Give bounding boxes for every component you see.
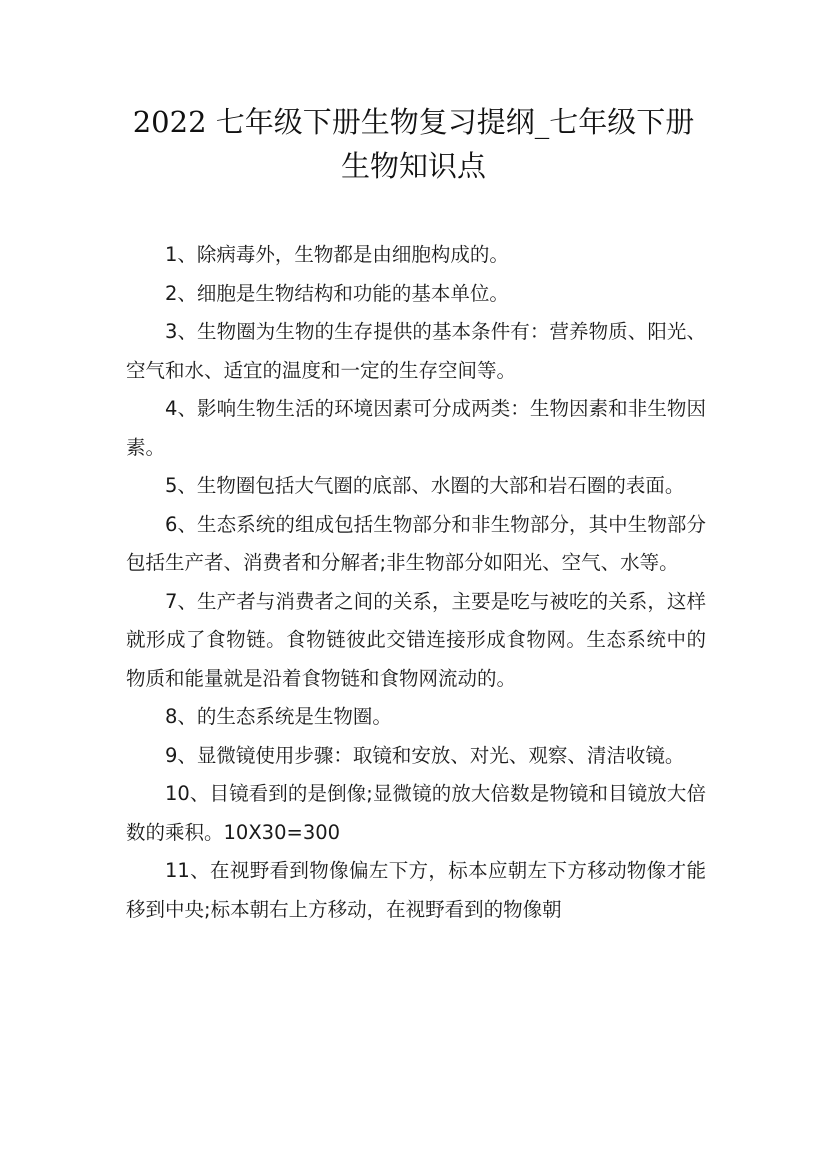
paragraph-6: 6、生态系统的组成包括生物部分和非生物部分，其中生物部分包括生产者、消费者和分解者;非生物部分如阳光、空气、水等。 [126,512,706,574]
paragraph-8: 8、的生态系统是生物圈。 [165,705,392,728]
document-title [90,100,737,188]
paragraph-7: 7、生产者与消费者之间的关系，主要是吃与被吃的关系，这样就形成了食物链。食物链彼此交错连接形成食物网。生态系统中的物质和能量就是沿着食物链和食物网流动的。 [126,589,706,690]
document-body [126,236,706,929]
paragraph-5: 5、生物圈包括大气圈的底部、水圈的大部和岩石圈的表面。 [165,474,685,497]
paragraph-3: 3、生物圈为生物的生存提供的基本条件有：营养物质、阳光、空气和水、适宜的温度和一定的生存空间等。 [126,320,706,382]
title-line-2: 生物知识点 [340,149,486,183]
title-line-1: 2022 七年级下册生物复习提纲_七年级下册 [132,105,695,139]
paragraph-4: 4、影响生物生活的环境因素可分成两类：生物因素和非生物因素。 [126,397,706,459]
paragraph-10: 10、目镜看到的是倒像;显微镜的放大倍数是物镜和目镜放大倍数的乘积。10X30=300 [126,782,706,844]
paragraph-9: 9、显微镜使用步骤：取镜和安放、对光、观察、清洁收镜。 [165,743,685,767]
paragraph-1: 1、除病毒外，生物都是由细胞构成的。 [165,243,509,266]
paragraph-2: 2、细胞是生物结构和功能的基本单位。 [165,281,509,305]
paragraph-11: 11、在视野看到物像偏左下方，标本应朝左下方移动物像才能移到中央;标本朝右上方移动，在视野看到的物像朝 [126,859,706,921]
